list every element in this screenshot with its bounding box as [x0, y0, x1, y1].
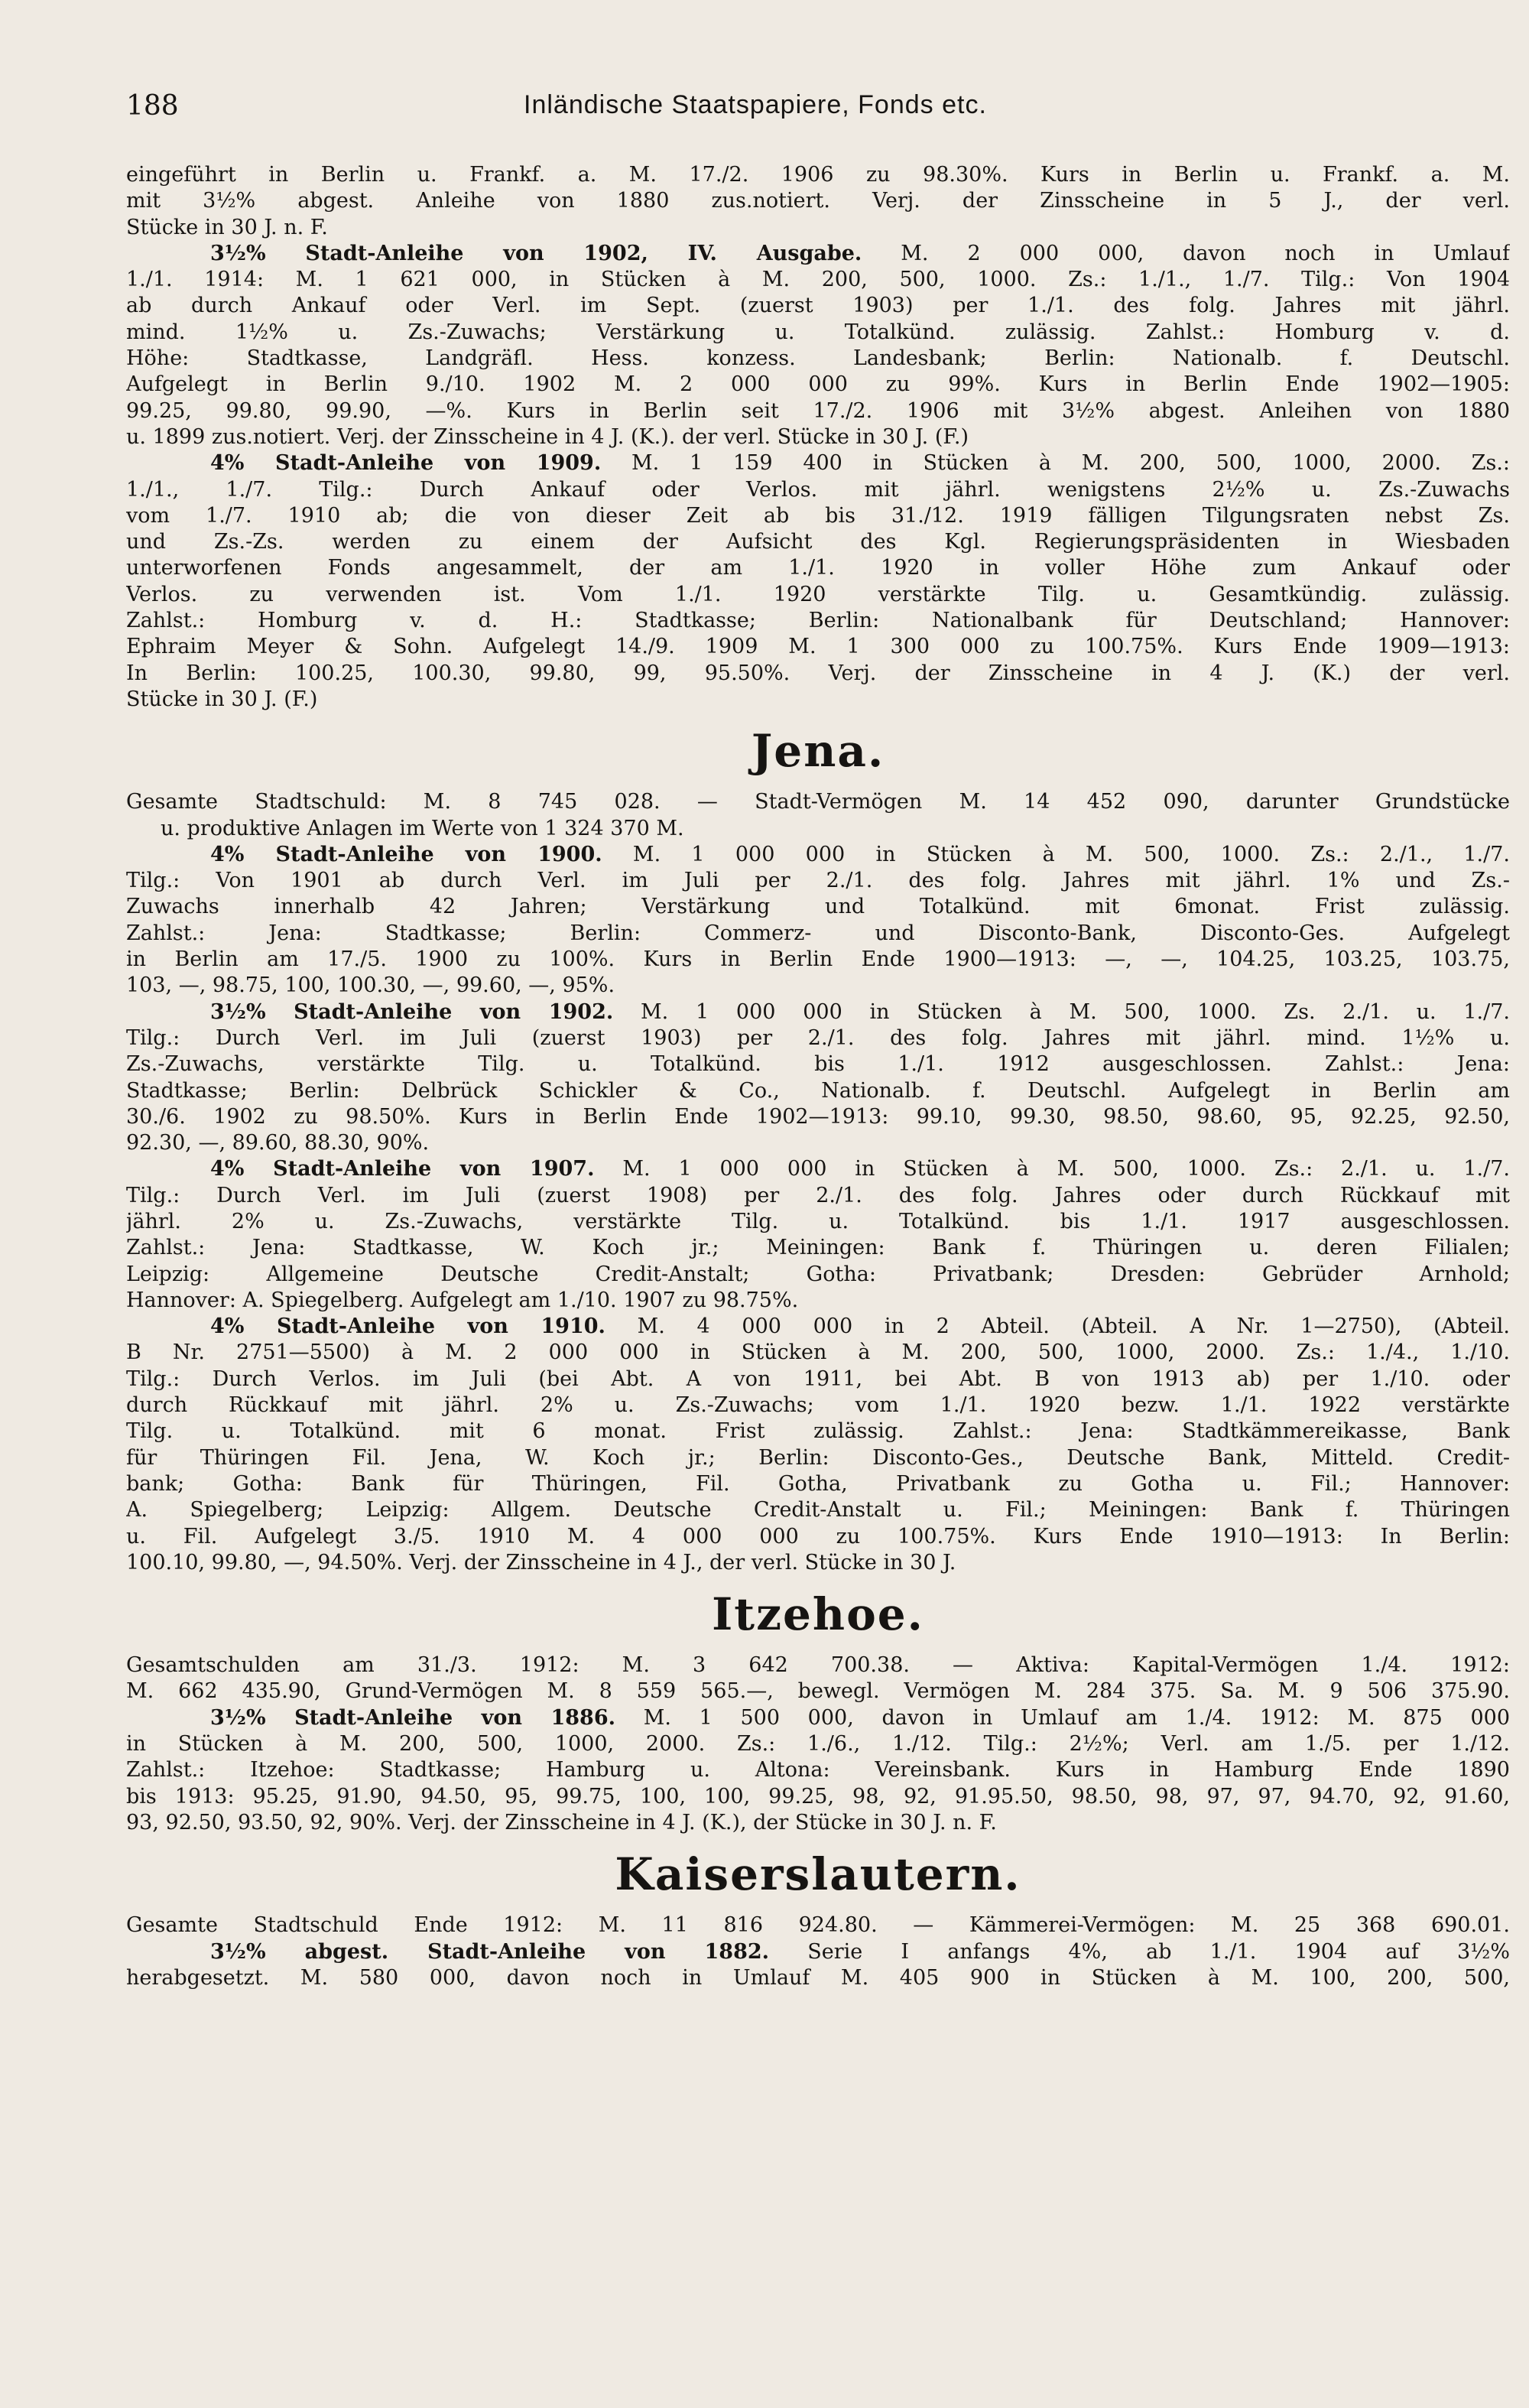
text-line [126, 1705, 1510, 1731]
line-text: Tilg. u. Totalkünd. mit 6 monat. Frist zulässig. Zahlst.: Jena: Stadtkämmereikasse, Bank [126, 1419, 1510, 1444]
page-number: 188 [126, 90, 179, 122]
text-line [126, 1471, 1510, 1497]
text-line [126, 789, 1510, 815]
line-text: Höhe: Stadtkasse, Landgräfl. Hess. konzess. Landesbank; Berlin: Nationalb. f. Deutschl. [126, 346, 1510, 371]
line-text: M. 4 000 000 in 2 Abteil. (Abteil. A Nr. 1—2750), (Abteil. [605, 1314, 1510, 1339]
section-jena [126, 789, 1510, 1576]
line-text: jährl. 2% u. Zs.-Zuwachs, verstärkte Tilg. u. Totalkünd. bis 1./1. 1917 ausgeschlossen. [126, 1209, 1510, 1233]
line-text: Leipzig: Allgemeine Deutsche Credit-Anstalt; Gotha: Privatbank; Dresden: Gebrüder Arnhold; [126, 1262, 1510, 1286]
text-line [126, 320, 1510, 346]
line-text: M. 1 000 000 in Stücken à M. 500, 1000. Zs.: 2./1. u. 1./7. [594, 1157, 1510, 1181]
line-text: ab durch Ankauf oder Verl. im Sept. (zuerst 1903) per 1./1. des folg. Jahres mit jährl. [126, 294, 1510, 318]
text-line [126, 1678, 1510, 1704]
text-line [126, 868, 1510, 894]
text-line [126, 1262, 1510, 1288]
line-text: bis 1913: 95.25, 91.90, 94.50, 95, 99.75, 100, 100, 99.25, 98, 92, 91.95.50, 98.50, 98, 97, 97, 94.70, 92, 91.60, [126, 1784, 1510, 1808]
line-text: 92.30, —, 89.60, 88.30, 90%. [126, 1131, 430, 1155]
line-text: in Berlin am 17./5. 1900 zu 100%. Kurs in Berlin Ende 1900—1913: —, —, 104.25, 103.25, 103.75, [126, 947, 1510, 972]
line-text: mit 3½% abgest. Anleihe von 1880 zus.notiert. Verj. der Zinsscheine in 5 J., der verl. [126, 189, 1510, 213]
line-text: Tilg.: Durch Verl. im Juli (zuerst 1903) per 2./1. des folg. Jahres mit jährl. mind. 1½% u. [126, 1025, 1510, 1050]
line-text: u. produktive Anlagen im Werte von 1 324 370 M. [161, 816, 684, 840]
line-text: Zahlst.: Itzehoe: Stadtkasse; Hamburg u. Altona: Vereinsbank. Kurs in Hamburg Ende 1890 [126, 1758, 1510, 1782]
line-text: Zahlst.: Jena: Stadtkasse; Berlin: Commerz- und Disconto-Bank, Disconto-Ges. Aufgelegt [126, 921, 1510, 945]
line-text: Zuwachs innerhalb 42 Jahren; Verstärkung und Totalkünd. mit 6monat. Frist zulässig. [126, 895, 1510, 919]
text-line [126, 1104, 1510, 1130]
text-line [126, 1731, 1510, 1757]
text-line [126, 1939, 1510, 1965]
line-text: M. 1 000 000 in Stücken à M. 500, 1000. Zs. 2./1. u. 1./7. [613, 999, 1510, 1024]
text-line [126, 372, 1510, 398]
line-text: Hannover: A. Spiegelberg. Aufgelegt am 1./10. 1907 zu 98.75%. [126, 1288, 799, 1312]
bond-title: 4% Stadt-Anleihe von 1910. [210, 1314, 605, 1339]
text-line [126, 1288, 1510, 1314]
line-text: M. 1 500 000, davon in Umlauf am 1./4. 1912: M. 875 000 [615, 1705, 1510, 1730]
line-text: Tilg.: Von 1901 ab durch Verl. im Juli per 2./1. des folg. Jahres mit jährl. 1% und Zs.- [126, 869, 1510, 893]
line-text: mind. 1½% u. Zs.-Zuwachs; Verstärkung u. Totalkünd. zulässig. Zahlst.: Homburg v. d. [126, 320, 1510, 344]
bond-title: 4% Stadt-Anleihe von 1900. [210, 842, 602, 866]
line-text: Gesamte Stadtschuld Ende 1912: M. 11 816 924.80. — Kämmerei-Vermögen: M. 25 368 690.01. [126, 1913, 1510, 1938]
text-line [126, 1209, 1510, 1235]
line-text: Verlos. zu verwenden ist. Vom 1./1. 1920 verstärkte Tilg. u. Gesamtkündig. zulässig. [126, 582, 1510, 606]
running-title: Inländische Staatspapiere, Fonds etc. [524, 90, 987, 119]
heading-jena: Jena. [751, 725, 885, 778]
text-line [126, 293, 1510, 319]
line-text: vom 1./7. 1910 ab; die von dieser Zeit ab bis 31./12. 1919 fälligen Tilgungsraten nebst Zs. [126, 503, 1510, 528]
text-line [126, 1912, 1510, 1938]
text-line [126, 162, 1510, 188]
text-line [126, 1025, 1510, 1051]
section-intro [126, 162, 1510, 713]
text-line [126, 1550, 1510, 1576]
text-line [126, 634, 1510, 660]
line-text: Tilg.: Durch Verl. im Juli (zuerst 1908) per 2./1. des folg. Jahres oder durch Rückkauf mit [126, 1183, 1510, 1207]
text-line [126, 973, 1510, 999]
text-line [126, 1314, 1510, 1340]
line-text: 103, —, 98.75, 100, 100.30, —, 99.60, —, 95%. [126, 973, 615, 998]
text-line [126, 450, 1510, 476]
text-line [126, 1340, 1510, 1366]
line-text: bank; Gotha: Bank für Thüringen, Fil. Gotha, Privatbank zu Gotha u. Fil.; Hannover: [126, 1471, 1510, 1496]
line-text: u. Fil. Aufgelegt 3./5. 1910 M. 4 000 000 zu 100.75%. Kurs Ende 1910—1913: In Berlin: [126, 1524, 1510, 1548]
text-line [126, 477, 1510, 503]
heading-kaiserslautern: Kaiserslautern. [615, 1848, 1021, 1901]
line-text: Tilg.: Durch Verlos. im Juli (bei Abt. A von 1911, bei Abt. B von 1913 ab) per 1./10. oder [126, 1366, 1510, 1391]
text-line [126, 1235, 1510, 1261]
text-line [126, 894, 1510, 920]
text-line [126, 582, 1510, 608]
line-text: eingeführt in Berlin u. Frankf. a. M. 17./2. 1906 zu 98.30%. Kurs in Berlin u. Frankf. a. M. [126, 163, 1510, 187]
line-text: 30./6. 1902 zu 98.50%. Kurs in Berlin Ende 1902—1913: 99.10, 99.30, 98.50, 98.60, 95, 92.25, 92.50, [126, 1104, 1510, 1129]
text-line [126, 1183, 1510, 1209]
line-text: Zahlst.: Jena: Stadtkasse, W. Koch jr.; Meiningen: Bank f. Thüringen u. deren Filialen; [126, 1236, 1510, 1260]
text-line [126, 503, 1510, 529]
text-line [126, 842, 1510, 868]
text-line [126, 1810, 1510, 1836]
line-text: u. 1899 zus.notiert. Verj. der Zinsscheine in 4 J. (K.). der verl. Stücke in 30 J. (F.) [126, 424, 969, 449]
text-line [126, 1392, 1510, 1418]
text-line [126, 1445, 1510, 1471]
text-line [126, 947, 1510, 973]
line-text: Ephraim Meyer & Sohn. Aufgelegt 14./9. 1909 M. 1 300 000 zu 100.75%. Kurs Ende 1909—1913: [126, 635, 1510, 659]
text-line [126, 661, 1510, 687]
text-line [126, 188, 1510, 214]
page-header [126, 90, 1502, 136]
text-line [126, 1366, 1510, 1392]
text-line [126, 555, 1510, 581]
text-line [126, 241, 1510, 267]
text-line [126, 398, 1510, 424]
line-text: M. 662 435.90, Grund-Vermögen M. 8 559 565.—, bewegl. Vermögen M. 284 375. Sa. M. 9 506 375.90. [126, 1679, 1510, 1704]
line-text: B Nr. 2751—5500) à M. 2 000 000 in Stücken à M. 200, 500, 1000, 2000. Zs.: 1./4., 1./10. [126, 1340, 1510, 1365]
line-text: Gesamte Stadtschuld: M. 8 745 028. — Stadt-Vermögen M. 14 452 090, darunter Grundstücke [126, 790, 1510, 814]
line-text: Serie I anfangs 4%, ab 1./1. 1904 auf 3½% [769, 1939, 1510, 1964]
text-line [126, 1652, 1510, 1678]
bond-title: 4% Stadt-Anleihe von 1907. [210, 1157, 595, 1181]
text-line [126, 424, 1510, 450]
heading-itzehoe: Itzehoe. [712, 1588, 924, 1641]
text-line [126, 1757, 1510, 1783]
line-text: 1./1. 1914: M. 1 621 000, in Stücken à M. 200, 500, 1000. Zs.: 1./1., 1./7. Tilg.: Von 1904 [126, 268, 1510, 292]
text-line [126, 1524, 1510, 1550]
line-text: Zahlst.: Homburg v. d. H.: Stadtkasse; Berlin: Nationalbank für Deutschland; Hannover: [126, 609, 1510, 633]
text-line [126, 1784, 1510, 1810]
text-line [126, 921, 1510, 947]
text-line [126, 529, 1510, 555]
line-text: Stadtkasse; Berlin: Delbrück Schickler & Co., Nationalb. f. Deutschl. Aufgelegt in Berlin am [126, 1078, 1510, 1103]
line-text: in Stücken à M. 200, 500, 1000, 2000. Zs.: 1./6., 1./12. Tilg.: 2½%; Verl. am 1./5. per 1./12. [126, 1732, 1510, 1756]
text-line [126, 1497, 1510, 1523]
section-kaiserslautern [126, 1912, 1510, 1991]
bond-title: 3½% Stadt-Anleihe von 1902, IV. Ausgabe. [210, 241, 862, 265]
line-text: M. 1 159 400 in Stücken à M. 200, 500, 1000, 2000. Zs.: [601, 451, 1510, 476]
line-text: herabgesetzt. M. 580 000, davon noch in Umlauf M. 405 900 in Stücken à M. 100, 200, 500, [126, 1965, 1510, 1990]
line-text: für Thüringen Fil. Jena, W. Koch jr.; Berlin: Disconto-Ges., Deutsche Bank, Mitteld. Credit- [126, 1445, 1510, 1470]
line-text: Stücke in 30 J. n. F. [126, 215, 328, 239]
text-line [126, 687, 1510, 713]
bond-title: 3½% abgest. Stadt-Anleihe von 1882. [210, 1939, 770, 1964]
line-text: M. 2 000 000, davon noch in Umlauf [862, 241, 1510, 265]
line-text: 93, 92.50, 93.50, 92, 90%. Verj. der Zinsscheine in 4 J. (K.), der Stücke in 30 J. n. F. [126, 1810, 997, 1834]
bond-title: 3½% Stadt-Anleihe von 1886. [210, 1705, 616, 1730]
line-text: und Zs.-Zs. werden zu einem der Aufsicht des Kgl. Regierungspräsidenten in Wiesbaden [126, 530, 1510, 554]
body-text [126, 162, 1510, 1991]
line-text: durch Rückkauf mit jährl. 2% u. Zs.-Zuwachs; vom 1./1. 1920 bezw. 1./1. 1922 verstärkte [126, 1393, 1510, 1418]
line-text: Zs.-Zuwachs, verstärkte Tilg. u. Totalkünd. bis 1./1. 1912 ausgeschlossen. Zahlst.: Jena: [126, 1052, 1510, 1077]
text-line [126, 1418, 1510, 1444]
text-line [126, 1156, 1510, 1182]
text-line [126, 267, 1510, 293]
line-text: M. 1 000 000 in Stücken à M. 500, 1000. Zs.: 2./1., 1./7. [602, 842, 1510, 866]
text-line [126, 608, 1510, 634]
line-text: Stücke in 30 J. (F.) [126, 687, 318, 711]
line-text: Aufgelegt in Berlin 9./10. 1902 M. 2 000 000 zu 99%. Kurs in Berlin Ende 1902—1905: [126, 372, 1510, 397]
text-line [126, 215, 1510, 241]
bond-title: 4% Stadt-Anleihe von 1909. [210, 451, 602, 476]
bond-title: 3½% Stadt-Anleihe von 1902. [210, 999, 614, 1024]
line-text: 99.25, 99.80, 99.90, —%. Kurs in Berlin seit 17./2. 1906 mit 3½% abgest. Anleihen von 1880 [126, 398, 1510, 423]
text-line [126, 1078, 1510, 1104]
section-itzehoe [126, 1652, 1510, 1836]
text-line [126, 1965, 1510, 1991]
text-line [126, 1051, 1510, 1077]
line-text: In Berlin: 100.25, 100.30, 99.80, 99, 95.50%. Verj. der Zinsscheine in 4 J. (K.) der verl. [126, 661, 1510, 685]
line-text: A. Spiegelberg; Leipzig: Allgem. Deutsche Credit-Anstalt u. Fil.; Meiningen: Bank f. Thüringen [126, 1498, 1510, 1522]
text-line [126, 346, 1510, 372]
line-text: 100.10, 99.80, —, 94.50%. Verj. der Zinsscheine in 4 J., der verl. Stücke in 30 J. [126, 1550, 956, 1574]
text-line [126, 999, 1510, 1025]
line-text: unterworfenen Fonds angesammelt, der am 1./1. 1920 in voller Höhe zum Ankauf oder [126, 556, 1510, 580]
line-text: Gesamtschulden am 31./3. 1912: M. 3 642 700.38. — Aktiva: Kapital-Vermögen 1./4. 1912: [126, 1653, 1510, 1678]
text-line [126, 1130, 1510, 1156]
line-text: 1./1., 1./7. Tilg.: Durch Ankauf oder Verlos. mit jährl. wenigstens 2½% u. Zs.-Zuwachs [126, 477, 1510, 502]
text-line [126, 816, 1510, 842]
